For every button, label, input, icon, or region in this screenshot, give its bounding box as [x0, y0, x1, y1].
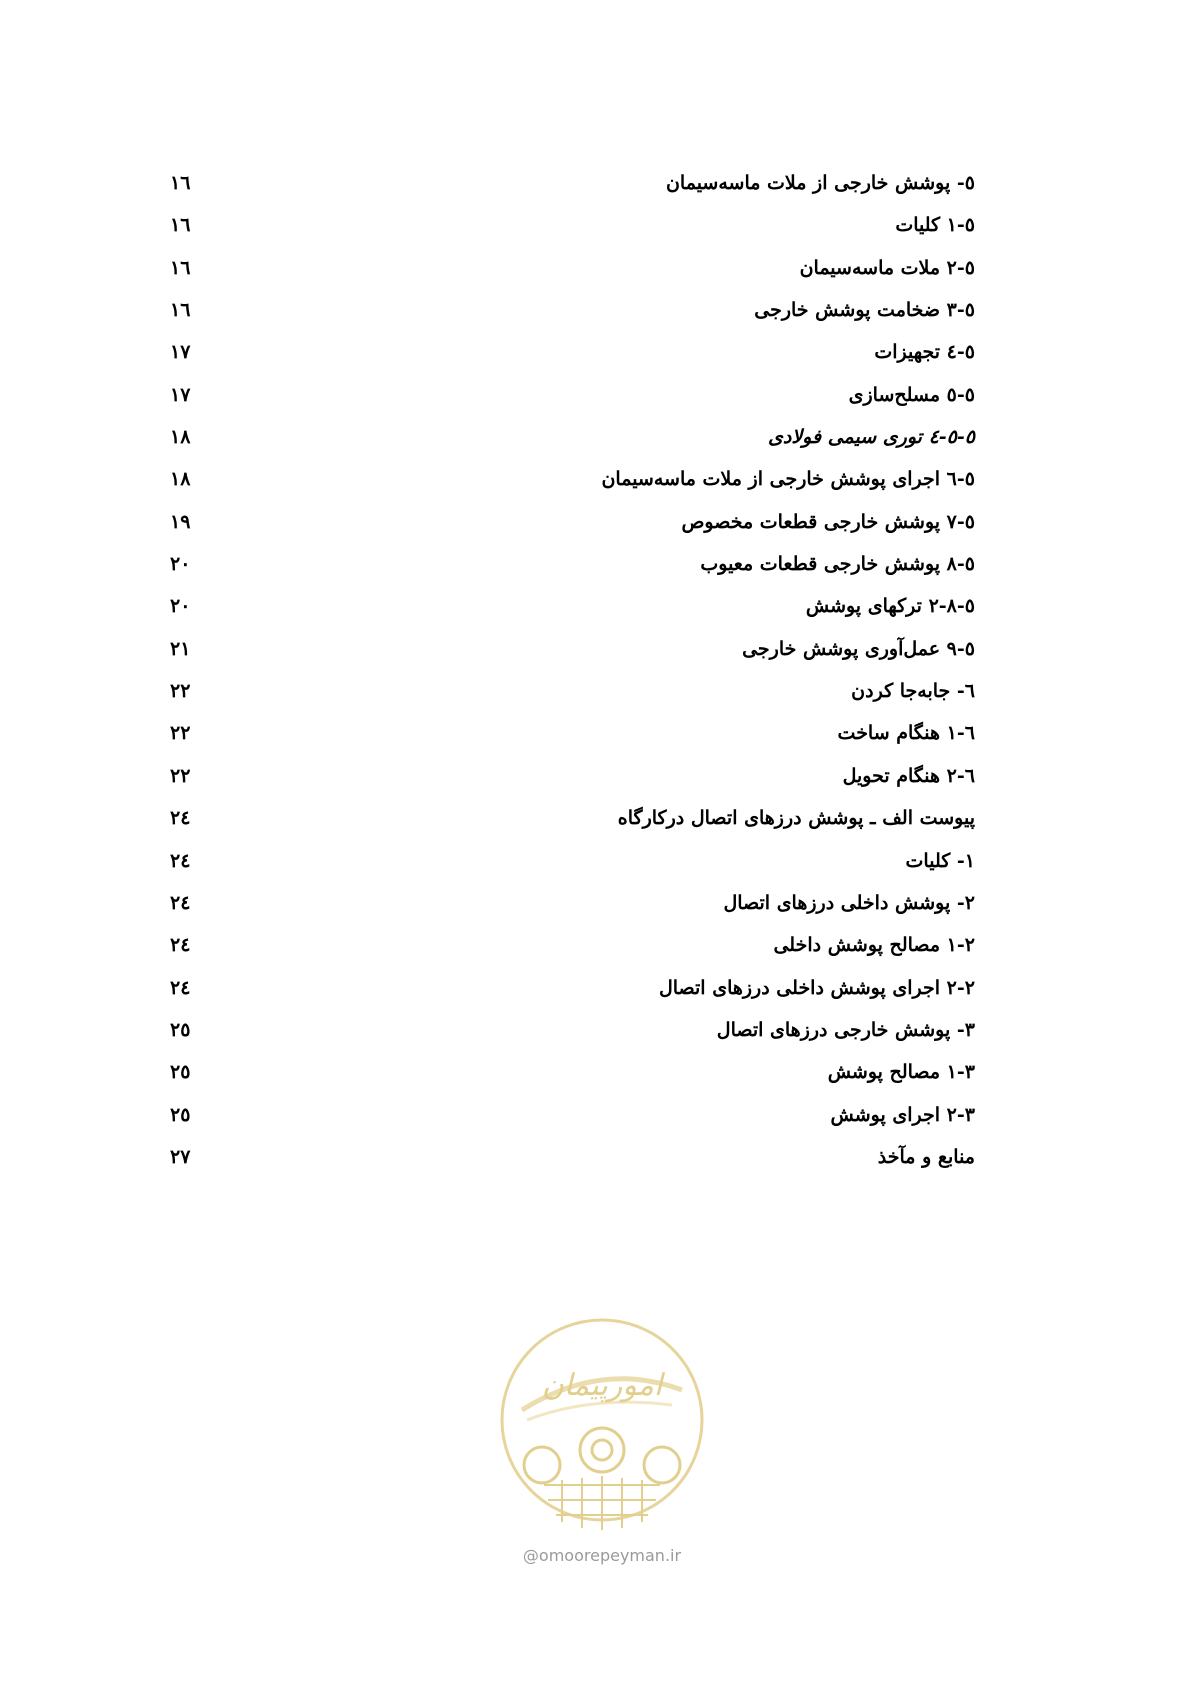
toc-entry-title: ١- کلیات [905, 849, 975, 872]
toc-entry [0, 1019, 1190, 1061]
toc-entry-page-number: ٢٢ [170, 722, 191, 745]
table-of-contents [0, 172, 1190, 1188]
toc-entry [0, 1146, 1190, 1188]
toc-entry-page-number: ١٨ [170, 426, 191, 449]
toc-entry [0, 257, 1190, 299]
toc-entry-title: ٥-٦ اجرای پوشش خارجی از ملات ماسه‌سیمان [601, 468, 975, 491]
toc-entry-page-number: ١٧ [170, 341, 191, 364]
toc-entry [0, 553, 1190, 595]
toc-entry-page-number: ٢٥ [170, 1018, 191, 1041]
toc-entry-title: ٥-٤ تجهیزات [874, 341, 975, 364]
toc-entry [0, 511, 1190, 553]
toc-entry-title: ٥-٢ ملات ماسه‌سیمان [799, 256, 975, 279]
toc-entry [0, 468, 1190, 510]
toc-entry-title: ٥-٣ ضخامت پوشش خارجی [754, 299, 975, 322]
toc-entry [0, 977, 1190, 1019]
toc-entry-page-number: ١٧ [170, 383, 191, 406]
toc-entry [0, 680, 1190, 722]
toc-entry-page-number: ٢٤ [170, 849, 191, 872]
toc-entry [0, 807, 1190, 849]
toc-entry-page-number: ٢٢ [170, 680, 191, 703]
toc-entry [0, 934, 1190, 976]
toc-entry-title: ٥-٨-٢ ترکهای پوشش [805, 595, 975, 618]
toc-entry-title: ٣-١ مصالح پوشش [827, 1061, 975, 1084]
toc-entry [0, 1104, 1190, 1146]
toc-entry [0, 1061, 1190, 1103]
toc-entry [0, 638, 1190, 680]
toc-entry [0, 299, 1190, 341]
toc-entry-page-number: ٢٤ [170, 976, 191, 999]
toc-entry-title: ٥-١ کلیات [895, 214, 975, 237]
toc-entry-page-number: ١٨ [170, 468, 191, 491]
toc-entry-page-number: ١٩ [170, 510, 191, 533]
toc-entry-title: ٣- پوشش خارجی درزهای اتصال [716, 1018, 975, 1041]
toc-entry-page-number: ١٦ [170, 172, 191, 194]
toc-entry-page-number: ٢٠ [170, 595, 191, 618]
toc-entry-page-number: ٢٤ [170, 891, 191, 914]
toc-entry-title: ٢-٢ اجرای پوشش داخلی درزهای اتصال [658, 976, 975, 999]
toc-entry-title: ٦-٢ هنگام تحویل [842, 764, 975, 787]
toc-entry-title: پیوست الف ـ پوشش درزهای اتصال درکارگاه [617, 807, 975, 830]
toc-entry-title: ٦-١ هنگام ساخت [837, 722, 975, 745]
toc-entry-title: ٢- پوشش داخلی درزهای اتصال [723, 891, 975, 914]
toc-entry-title: منابع و مآخذ [877, 1145, 975, 1168]
toc-entry-page-number: ١٦ [170, 299, 191, 322]
toc-entry-page-number: ٢٥ [170, 1061, 191, 1084]
toc-entry [0, 892, 1190, 934]
toc-entry [0, 722, 1190, 764]
toc-entry [0, 426, 1190, 468]
toc-entry [0, 765, 1190, 807]
watermark-logo [482, 1300, 722, 1580]
toc-entry [0, 214, 1190, 256]
toc-entry-page-number: ٢٢ [170, 764, 191, 787]
toc-entry-title: ٥-٥-٤ توری سیمی فولادی [768, 426, 975, 449]
watermark-seal-icon [482, 1300, 722, 1540]
toc-entry [0, 172, 1190, 214]
toc-entry-title: ٥-٨ پوشش خارجی قطعات معیوب [700, 553, 975, 576]
toc-entry-page-number: ٢٥ [170, 1103, 191, 1126]
toc-entry-title: ٥-٥ مسلح‌سازی [848, 383, 975, 406]
toc-entry [0, 850, 1190, 892]
toc-entry-page-number: ٢٤ [170, 934, 191, 957]
toc-entry-title: ٥-٩ عمل‌آوری پوشش خارجی [742, 637, 975, 660]
toc-entry-page-number: ١٦ [170, 256, 191, 279]
toc-entry-page-number: ٢٤ [170, 807, 191, 830]
toc-entry-page-number: ٢٧ [170, 1145, 191, 1168]
toc-entry-title: ٦- جابه‌جا کردن [851, 680, 975, 703]
watermark-logo-text: امورپیمان [541, 1368, 663, 1403]
toc-entry [0, 384, 1190, 426]
toc-entry-page-number: ١٦ [170, 214, 191, 237]
toc-entry [0, 595, 1190, 637]
toc-entry-title: ٥-٧ پوشش خارجی قطعات مخصوص [681, 510, 975, 533]
toc-entry-page-number: ٢٠ [170, 553, 191, 576]
watermark-url: @omoorepeyman.ir [522, 1546, 682, 1565]
toc-entry [0, 341, 1190, 383]
toc-entry-title: ٢-١ مصالح پوشش داخلی [773, 934, 975, 957]
toc-entry-title: ٥- پوشش خارجی از ملات ماسه‌سیمان [665, 172, 975, 194]
toc-entry-page-number: ٢١ [170, 637, 191, 660]
toc-entry-title: ٣-٢ اجرای پوشش [830, 1103, 975, 1126]
